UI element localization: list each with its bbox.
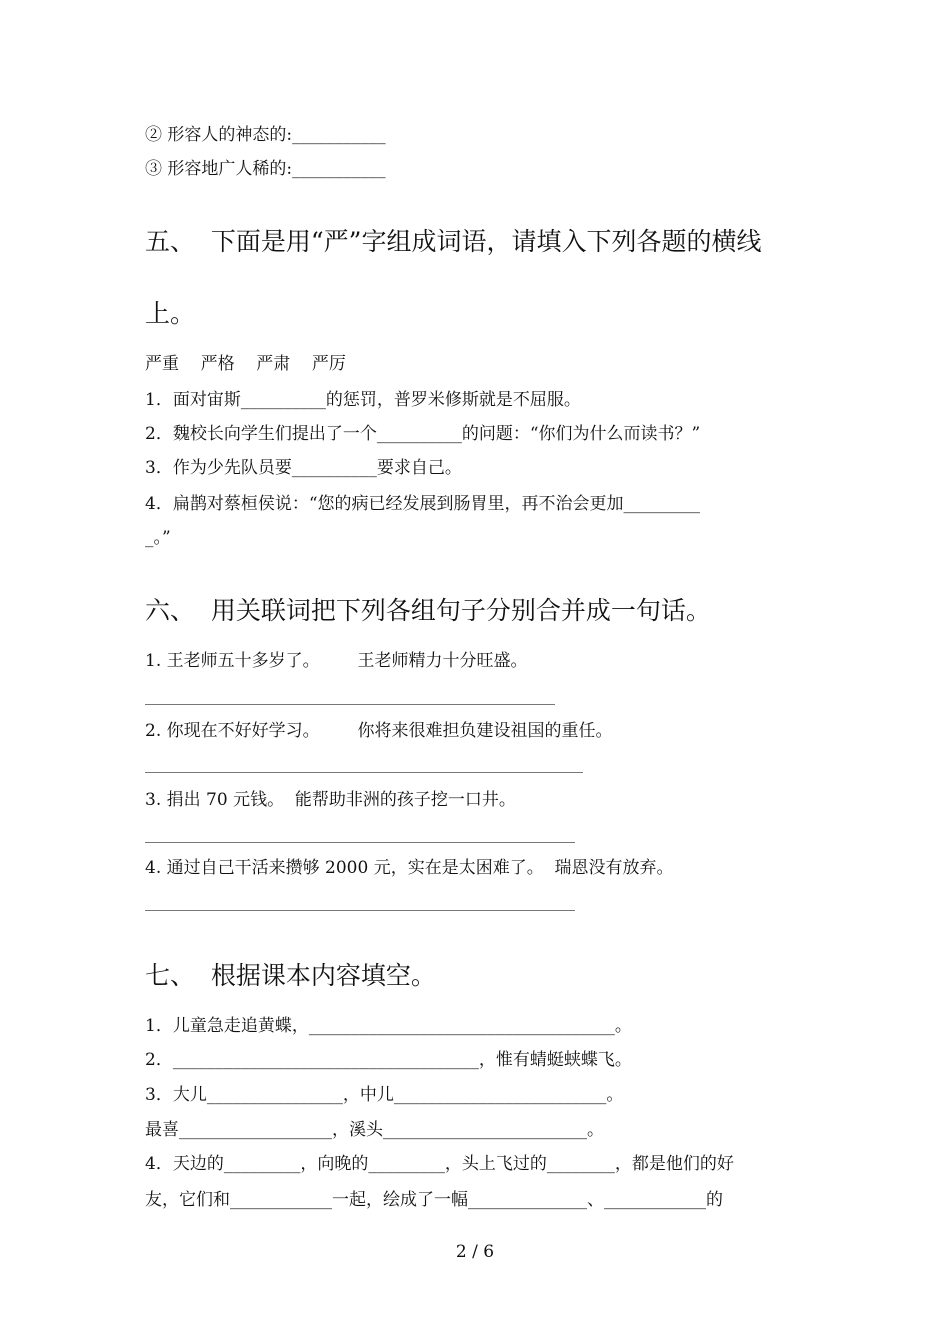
q5-4: 4．扁鹊对蔡桓侯说：“您的病已经发展到肠胃里，再不治会更加_________ [145, 494, 701, 514]
q7-4: 4．天边的_________，向晚的_________，头上飞过的________，都是他们的好 [145, 1154, 734, 1174]
section-5-title-cont: 上。 [145, 299, 196, 328]
q5-2: 2．魏校长向学生们提出了一个__________的问题：“你们为什么而读书？” [145, 424, 701, 444]
answer-line-1[interactable] [145, 704, 555, 705]
q6-2: 2. 你现在不好好学习。 你将来很难担负建设祖国的重任。 [145, 721, 613, 741]
q6-4: 4. 通过自己干活来攒够 2000 元，实在是太困难了。 瑞恩没有放弃。 [145, 858, 674, 878]
section-5-title: 五、 下面是用“严”字组成词语，请填入下列各题的横线 [145, 227, 762, 256]
q7-3-cont: 最喜__________________，溪头________________________。 [145, 1120, 604, 1140]
word-bank: 严重 严格 严肃 严厉 [145, 354, 346, 374]
section-7-title: 七、 根据课本内容填空。 [145, 961, 436, 990]
q5-1: 1．面对宙斯__________的惩罚，普罗米修斯就是不屈服。 [145, 390, 581, 410]
answer-line-3[interactable] [145, 842, 575, 843]
answer-line-2[interactable] [145, 772, 583, 773]
q6-3: 3. 捐出 70 元钱。 能帮助非洲的孩子挖一口井。 [145, 790, 516, 810]
answer-line-4[interactable] [145, 910, 575, 911]
q5-3: 3．作为少先队员要__________要求自己。 [145, 458, 462, 478]
item-2-spirit: ② 形容人的神态的:___________ [145, 125, 386, 145]
q5-4-cont: _。” [145, 528, 171, 548]
q7-1: 1．儿童急走追黄蝶，____________________________________。 [145, 1016, 632, 1036]
q7-3: 3．大儿________________，中儿_________________________。 [145, 1085, 624, 1105]
item-3-sparse: ③ 形容地广人稀的:___________ [145, 159, 386, 179]
q7-4-cont: 友，它们和____________一起，绘成了一幅______________、____________的 [145, 1190, 723, 1210]
section-6-title: 六、 用关联词把下列各组句子分别合并成一句话。 [145, 596, 711, 625]
q7-2: 2．____________________________________，惟有蜻蜓蛱蝶飞。 [145, 1050, 632, 1070]
page-number: 2 / 6 [455, 1242, 495, 1262]
q6-1: 1. 王老师五十多岁了。 王老师精力十分旺盛。 [145, 651, 528, 671]
